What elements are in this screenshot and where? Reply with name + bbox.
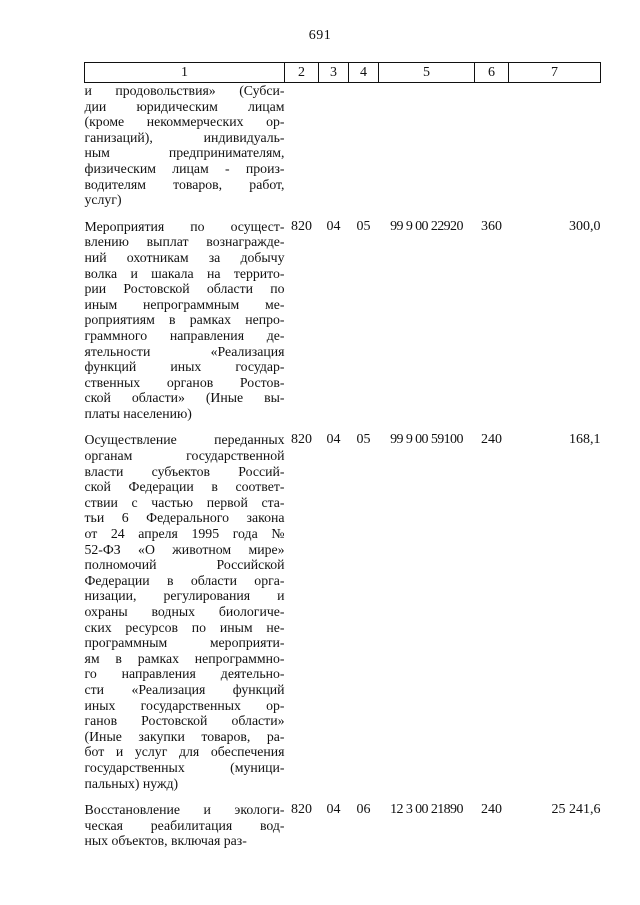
description-line: бот и услуг для обеспечения [84, 744, 285, 760]
row-col-7 [509, 83, 601, 208]
description-line: физическим лицам - произ- [84, 160, 285, 176]
description-line: влению выплат вознагражде- [84, 234, 285, 250]
table-header [85, 63, 601, 83]
row-description [85, 219, 285, 422]
description-line: органам государственной [84, 448, 285, 464]
table-row [85, 83, 601, 208]
row-col-2 [285, 83, 319, 208]
description-line: Федерации в области орга- [84, 572, 285, 588]
description-line: граммного направления де- [84, 327, 285, 343]
table-row [85, 802, 601, 849]
description-line: Осуществление переданных [84, 432, 285, 448]
row-col-4: 06 [356, 802, 371, 818]
description-line: иным непрограммным ме- [84, 296, 285, 312]
description-line: ской Федерации в соответ- [84, 479, 285, 495]
row-col-5 [379, 83, 475, 208]
description-line: услуг) [84, 192, 122, 208]
description-line: ствии с частью первой ста- [84, 494, 285, 510]
row-col-3: 04 [326, 218, 341, 234]
description-line: ятельности «Реализация [84, 343, 285, 359]
row-spacer [85, 791, 601, 802]
description-line: ской области» (Иные вы- [84, 390, 285, 406]
description-line: роприятиям в рамках непро- [84, 312, 285, 328]
description-line: функций иных государ- [84, 359, 285, 375]
row-description [85, 83, 285, 208]
table-body [85, 83, 601, 849]
header-col-3: 3 [319, 63, 349, 83]
description-line: тьи 6 Федерального закона [84, 510, 285, 526]
row-col-5: 99 9 00 59100 [390, 432, 463, 448]
description-line: водителям товаров, работ, [84, 176, 285, 192]
description-line: ственных органов Ростов- [84, 374, 285, 390]
description-line: государственных (муници- [84, 759, 285, 775]
row-col-4: 05 [356, 432, 371, 448]
description-line: ганизаций), индивидуаль- [84, 129, 285, 145]
header-col-6: 6 [475, 63, 509, 83]
row-col-4: 05 [356, 218, 371, 234]
header-col-7: 7 [509, 63, 601, 83]
header-col-4: 4 [349, 63, 379, 83]
row-col-4 [349, 83, 379, 208]
description-line: программным мероприяти- [84, 635, 285, 651]
page-number: 691 [308, 28, 332, 43]
description-line: власти субъектов Россий- [84, 463, 285, 479]
description-line: ным предпринимателям, [84, 145, 285, 161]
header-col-1: 1 [85, 63, 285, 83]
header-row [85, 63, 601, 83]
description-line: ческая реабилитация вод- [84, 817, 285, 833]
description-line: Восстановление и экологи- [84, 802, 285, 818]
budget-table [84, 62, 601, 849]
row-col-7: 300,0 [569, 218, 601, 234]
description-line: пальных) нужд) [84, 775, 179, 791]
row-description [85, 432, 285, 791]
row-col-6: 240 [481, 802, 502, 818]
description-line: ганов Ростовской области» [84, 713, 285, 729]
row-col-2: 820 [291, 218, 312, 234]
table-row [85, 432, 601, 791]
description-line: ний охотникам за добычу [84, 249, 285, 265]
row-col-6 [475, 83, 509, 208]
description-line: рии Ростовской области по [84, 281, 285, 297]
description-line: полномочий Российской [84, 557, 285, 573]
description-line: и продовольствия» (Субси- [84, 83, 285, 98]
row-col-5: 12 3 00 21890 [390, 802, 463, 818]
description-line: от 24 апреля 1995 года № [84, 526, 285, 542]
row-col-2: 820 [291, 802, 312, 818]
row-col-6: 360 [481, 218, 502, 234]
description-line: волка и шакала на террито- [84, 265, 285, 281]
row-description [85, 802, 285, 849]
description-line: 52-ФЗ «О животном мире» [84, 541, 285, 557]
row-col-6: 240 [481, 432, 502, 448]
description-line: ских ресурсов по иным не- [84, 619, 285, 635]
description-line: низации, регулирования и [84, 588, 285, 604]
description-line: сти «Реализация функций [84, 681, 285, 697]
description-line: иных государственных ор- [84, 697, 285, 713]
description-line: дии юридическим лицам [84, 98, 285, 114]
row-col-7: 25 241,6 [551, 802, 601, 818]
row-col-7: 168,1 [569, 432, 601, 448]
row-col-3: 04 [326, 432, 341, 448]
description-line: платы населению) [84, 405, 192, 421]
row-col-5: 99 9 00 22920 [390, 218, 463, 234]
table-row [85, 219, 601, 422]
description-line: ных объектов, включая раз- [84, 833, 247, 849]
row-col-3: 04 [326, 802, 341, 818]
description-line: (кроме некоммерческих ор- [84, 114, 285, 130]
row-spacer [85, 208, 601, 219]
description-line: охраны водных биологиче- [84, 604, 285, 619]
row-spacer [85, 421, 601, 432]
header-col-2: 2 [285, 63, 319, 83]
row-col-2: 820 [291, 432, 312, 448]
row-col-3 [319, 83, 349, 208]
header-col-5: 5 [379, 63, 475, 83]
description-line: Мероприятия по осущест- [84, 218, 285, 234]
description-line: ям в рамках непрограммно- [84, 650, 285, 666]
description-line: (Иные закупки товаров, ра- [84, 728, 285, 744]
description-line: го направления деятельно- [84, 666, 285, 682]
